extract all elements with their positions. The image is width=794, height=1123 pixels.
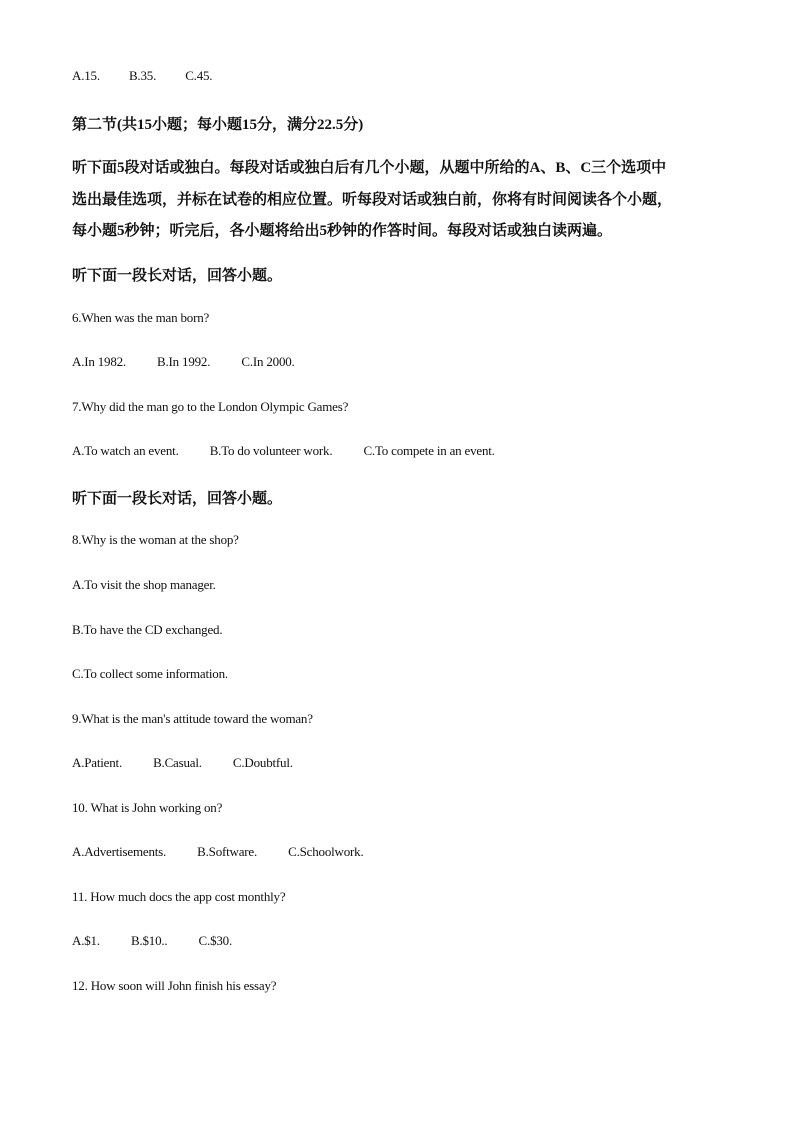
q8-option-c: C.To collect some information. — [72, 666, 228, 681]
option-c: C.45. — [185, 68, 213, 83]
option-b: B.To do volunteer work. — [209, 443, 333, 458]
option-b: B.35. — [128, 68, 157, 83]
option-a: A.Patient. — [72, 755, 122, 770]
option-c: C.Doubtful. — [232, 755, 293, 770]
option-a: A.$1. — [72, 933, 100, 948]
option-b: B.Software. — [197, 844, 258, 859]
option-c: C.In 2000. — [241, 354, 295, 369]
option-a: A.To watch an event. — [72, 443, 179, 458]
q11-stem: 11. How much docs the app cost monthly? — [72, 889, 286, 904]
q9-options — [72, 755, 293, 771]
option-b: B.$10.. — [130, 933, 168, 948]
q6-options — [72, 354, 295, 370]
q10-options — [72, 844, 364, 860]
option-c: C.To compete in an event. — [363, 443, 495, 458]
dialogue-prompt-1: 听下面一段长对话，回答小题。 — [72, 268, 283, 284]
section-heading: 第二节(共15小题；每小题15分，满分22.5分) — [72, 117, 364, 133]
q8-option-a: A.To visit the shop manager. — [72, 577, 216, 592]
q12-stem: 12. How soon will John finish his essay? — [72, 978, 277, 993]
option-a: A.In 1982. — [72, 354, 126, 369]
instructions-line-2: 选出最佳选项，并标在试卷的相应位置。听每段对话或独白前，你将有时间阅读各个小题， — [72, 192, 673, 208]
q7-stem: 7.Why did the man go to the London Olympic Games? — [72, 399, 349, 414]
instructions-line-1: 听下面5段对话或独白。每段对话或独白后有几个小题，从题中所给的A、B、C三个选项中 — [72, 160, 667, 176]
q8-stem: 8.Why is the woman at the shop? — [72, 532, 239, 547]
q8-option-b: B.To have the CD exchanged. — [72, 622, 223, 637]
q10-stem: 10. What is John working on? — [72, 800, 223, 815]
option-a: A.15. — [72, 68, 100, 83]
instructions-line-3: 每小题5秒钟；听完后，各小题将给出5秒钟的作答时间。每段对话或独白读两遍。 — [72, 223, 613, 239]
q7-options — [72, 443, 495, 459]
option-b: B.In 1992. — [157, 354, 211, 369]
option-a: A.Advertisements. — [72, 844, 167, 859]
dialogue-prompt-2: 听下面一段长对话，回答小题。 — [72, 491, 283, 507]
option-c: C.Schoolwork. — [288, 844, 364, 859]
q6-stem: 6.When was the man born? — [72, 310, 210, 325]
option-b: B.Casual. — [153, 755, 202, 770]
q11-options — [72, 933, 232, 949]
option-c: C.$30. — [198, 933, 233, 948]
q9-stem: 9.What is the man's attitude toward the woman? — [72, 711, 313, 726]
q5-options — [72, 68, 212, 84]
